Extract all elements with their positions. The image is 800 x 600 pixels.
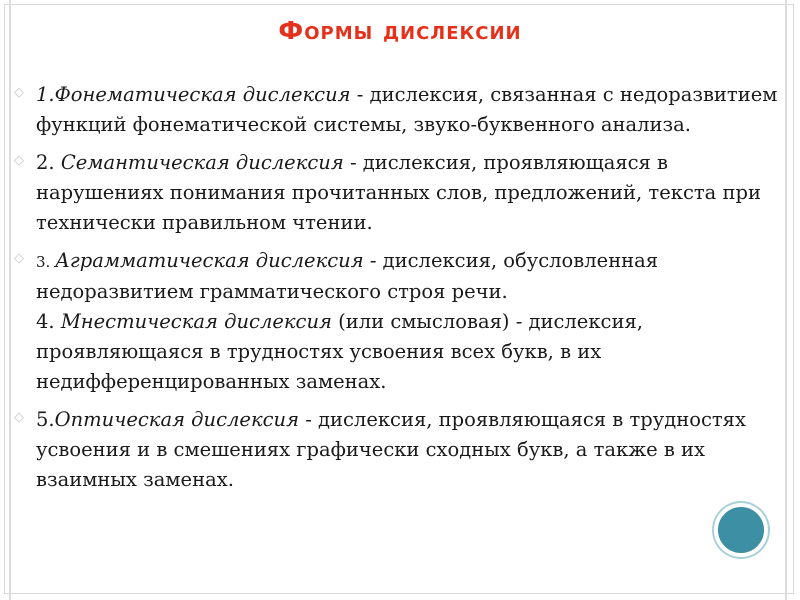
item-text: (или смысловая) - дислексия, проявляющаяся в трудностях усвоения всех букв, в их недифференцированных заменах. bbox=[36, 310, 643, 393]
item-text: - дислексия, обусловленная недоразвитием грамматического строя речи. bbox=[36, 249, 659, 303]
list-item-semantic bbox=[14, 148, 784, 238]
item-term: Семантическая дислексия bbox=[60, 151, 344, 174]
slide-content bbox=[14, 80, 784, 495]
list-item-agrammatic bbox=[14, 246, 784, 397]
item-text: - дислексия, проявляющаяся в трудностях усвоения и в смешениях графически сходных букв, а также в их взаимных заменах. bbox=[36, 408, 746, 491]
item-number: 2. bbox=[36, 151, 61, 174]
circle-decoration bbox=[714, 503, 768, 557]
bullet-icon: ◇ bbox=[14, 153, 24, 168]
item-term: Оптическая дислексия bbox=[54, 408, 300, 431]
bullet-icon: ◇ bbox=[14, 85, 24, 100]
item-number: 3. bbox=[36, 253, 56, 271]
bullet-icon: ◇ bbox=[14, 251, 24, 266]
slide-title: Формы дислексии bbox=[278, 16, 522, 45]
item-term: Фонематическая дислексия bbox=[54, 83, 351, 106]
item-number: 1. bbox=[36, 83, 55, 106]
item-term: Аграмматическая дислексия bbox=[55, 249, 364, 272]
list-item-optical bbox=[14, 405, 784, 495]
item-term: Мнестическая дислексия bbox=[60, 310, 332, 333]
item-number: 5. bbox=[36, 408, 55, 431]
item-text: - дислексия, связанная с недоразвитием функций фонематической системы, звуко-буквенного анализа. bbox=[36, 83, 778, 136]
bullet-icon: ◇ bbox=[14, 410, 24, 425]
item-text: - дислексия, проявляющаяся в нарушениях понимания прочитанных слов, предложений, текста при технически правильном чтении. bbox=[36, 151, 761, 234]
item-number: 4. bbox=[36, 310, 61, 333]
list-item-phonematic bbox=[14, 80, 784, 140]
